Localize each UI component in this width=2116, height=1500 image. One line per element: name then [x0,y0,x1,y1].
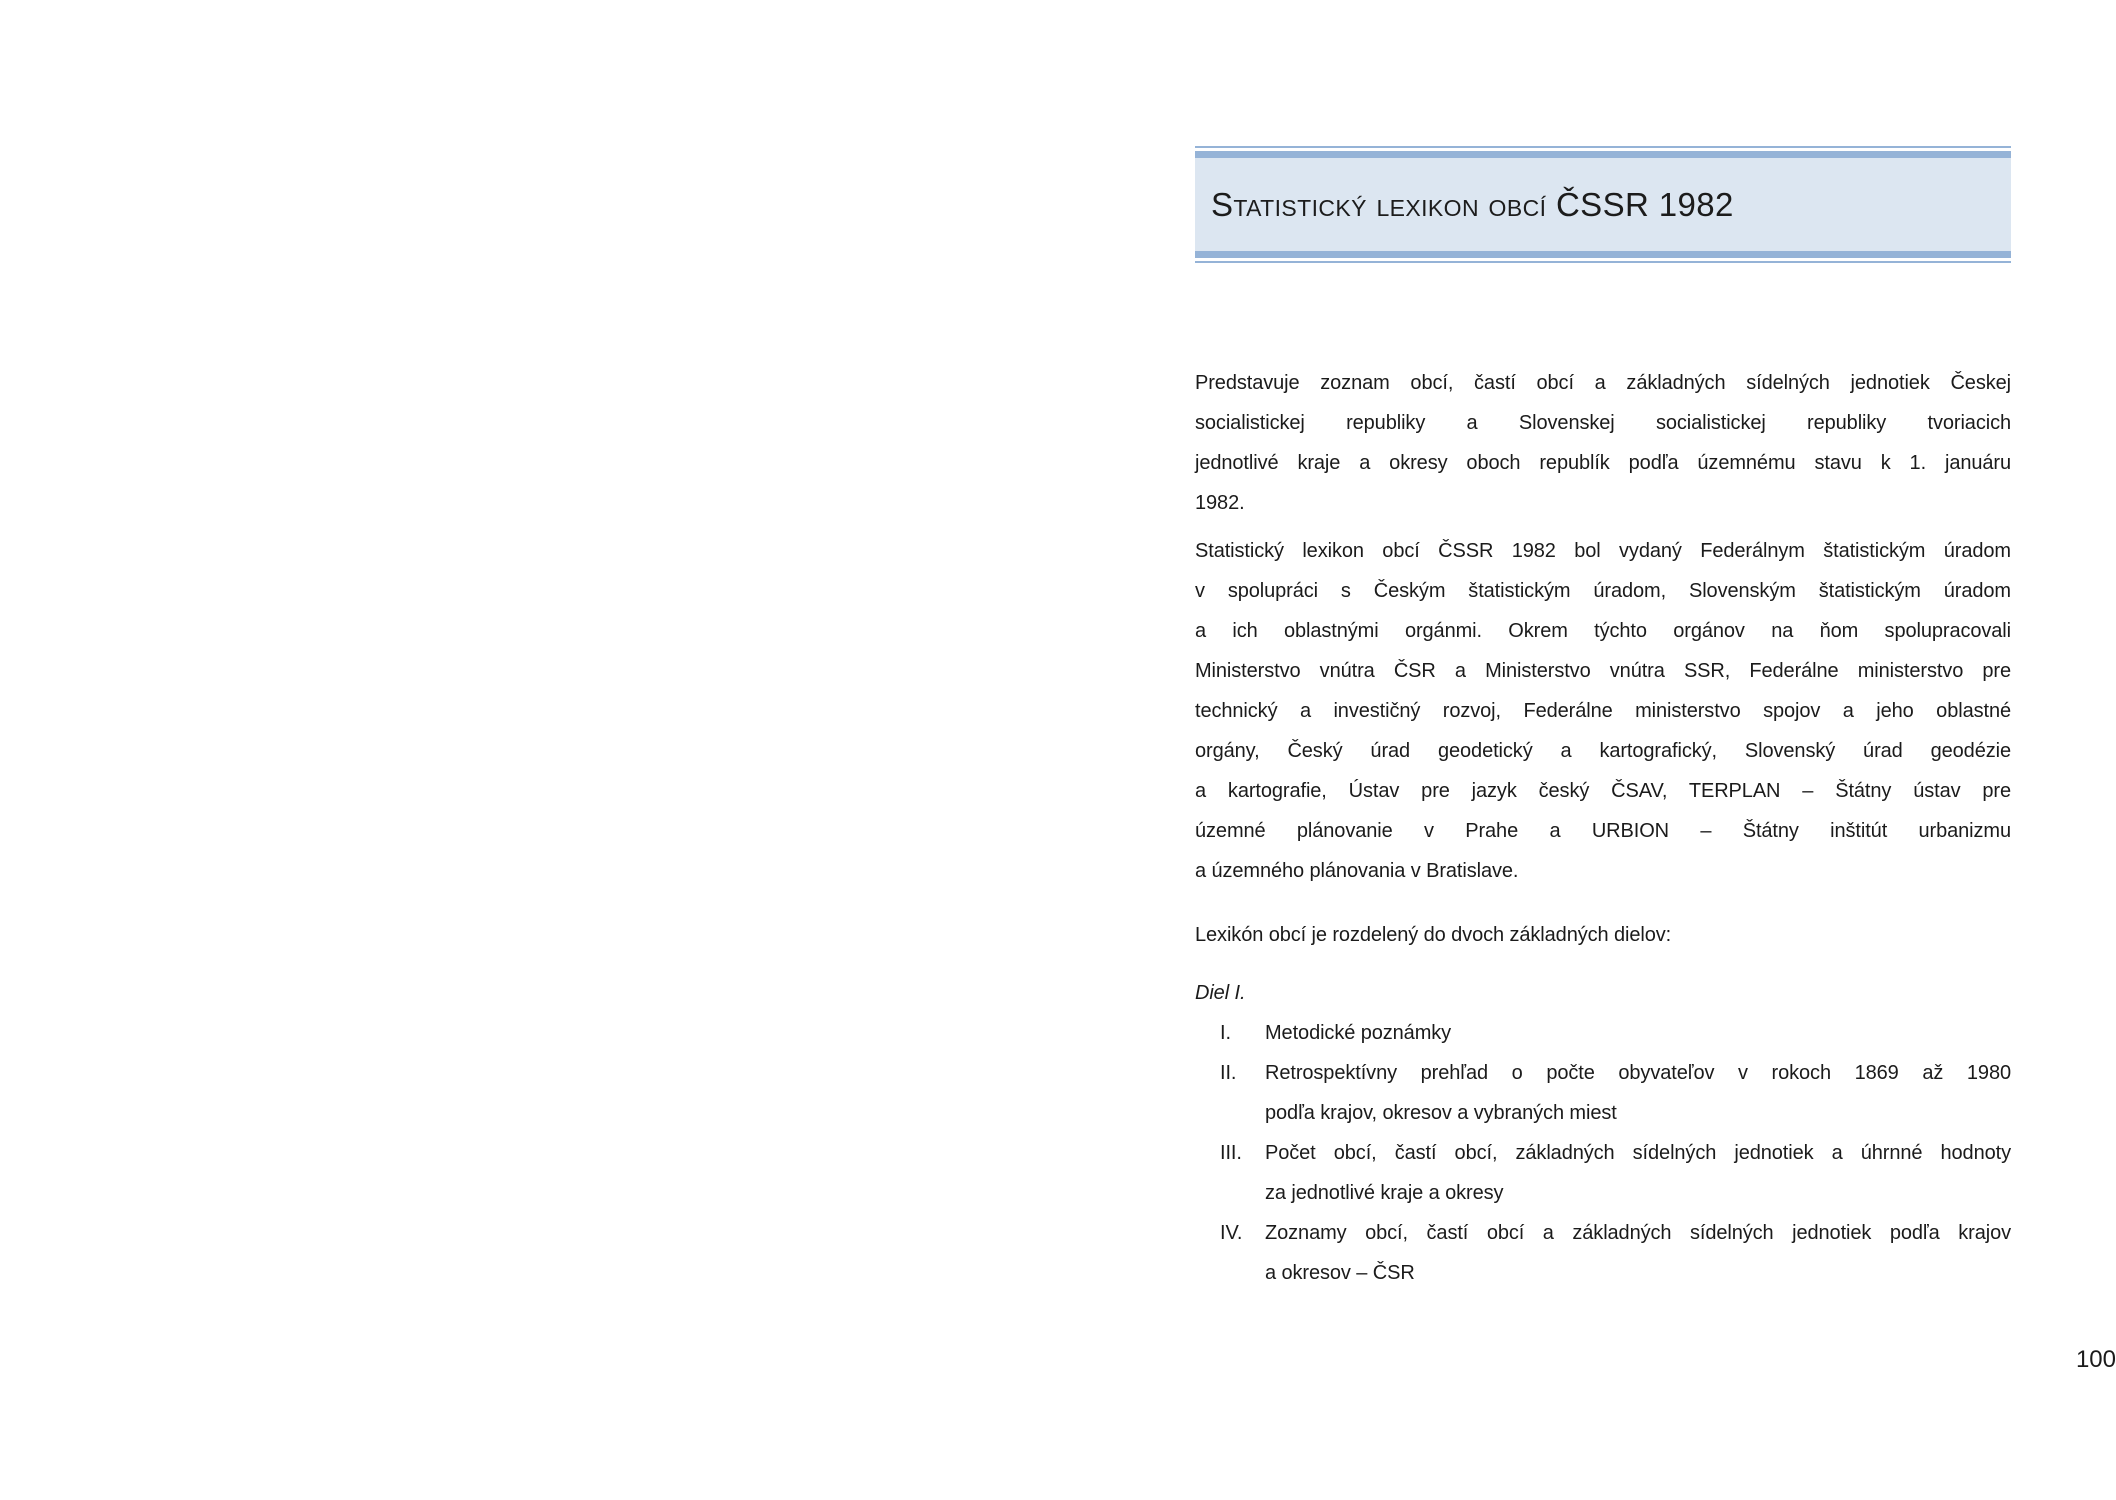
list-item-number: IV. [1220,1222,1243,1244]
list-item [1195,1133,2011,1213]
text-line: a ich oblastnými orgánmi. Okrem týchto orgánov na ňom spolupracovali [1195,620,2011,642]
text-line: Ministerstvo vnútra ČSR a Ministerstvo vnútra SSR, Federálne ministerstvo pre [1195,660,2011,682]
text-line: technický a investičný rozvoj, Federálne ministerstvo spojov a jeho oblastné [1195,700,2011,722]
paragraph [1195,531,2011,891]
list-item-line: za jednotlivé kraje a okresy [1265,1182,1504,1204]
text-line: Lexikón obcí je rozdelený do dvoch základných dielov: [1195,924,1672,946]
text-line: orgány, Český úrad geodetický a kartografický, Slovenský úrad geodézie [1195,740,2011,762]
text-line: Statistický lexikon obcí ČSSR 1982 bol vydaný Federálnym štatistickým úradom [1195,540,2011,562]
text-line: jednotlivé kraje a okresy oboch republík podľa územnému stavu k 1. januáru [1195,452,2011,474]
page-number: 100 [2075,1346,2116,1373]
text-line: a kartografie, Ústav pre jazyk český ČSAV, TERPLAN – Štátny ústav pre [1195,780,2011,802]
list-item-line: Počet obcí, častí obcí, základných sídelných jednotiek a úhrnné hodnoty [1265,1142,2011,1164]
list-item [1195,1053,2011,1133]
header-banner-fill [1195,158,2011,251]
document-page [1195,0,2011,1293]
list-item-number: II. [1220,1062,1237,1084]
list-item-line: Zoznamy obcí, častí obcí a základných sídelných jednotiek podľa krajov [1265,1222,2011,1244]
text-line: Diel I. [1195,982,1246,1004]
list-item-line: podľa krajov, okresov a vybraných miest [1265,1102,1617,1124]
body-text [1195,363,2011,1293]
list-item-line: a okresov – ČSR [1265,1262,1415,1284]
list-item-line: Retrospektívny prehľad o počte obyvateľov v rokoch 1869 až 1980 [1265,1062,2011,1084]
paragraph [1195,363,2011,523]
text-line: 1982. [1195,492,1245,514]
text-line: v spolupráci s Českým štatistickým úradom, Slovenským štatistickým úradom [1195,580,2011,602]
list-item [1195,1213,2011,1293]
list-item-line: Metodické poznámky [1265,1022,1452,1044]
text-line: Predstavuje zoznam obcí, častí obcí a základných sídelných jednotiek Českej [1195,372,2011,394]
page-title: Statistický lexikon obcí ČSSR 1982 [1211,185,1734,223]
header-border-thin-bottom [1195,261,2011,263]
text-line: a územného plánovania v Bratislave. [1195,860,1519,882]
text-line: územné plánovanie v Prahe a URBION – Štátny inštitút urbanizmu [1195,820,2011,842]
header-border-bar-top [1195,151,2011,158]
text-line: socialistickej republiky a Slovenskej socialistickej republiky tvoriacich [1195,412,2011,434]
list-item-number: I. [1220,1022,1231,1044]
roman-list [1195,1013,2011,1293]
paragraph [1195,973,2011,1013]
list-item [1195,1013,2011,1053]
paragraphs [1195,363,2011,1013]
header-banner [1195,146,2011,263]
paragraph [1195,915,2011,955]
list-item-number: III. [1220,1142,1242,1164]
header-border-bar-bottom [1195,251,2011,258]
